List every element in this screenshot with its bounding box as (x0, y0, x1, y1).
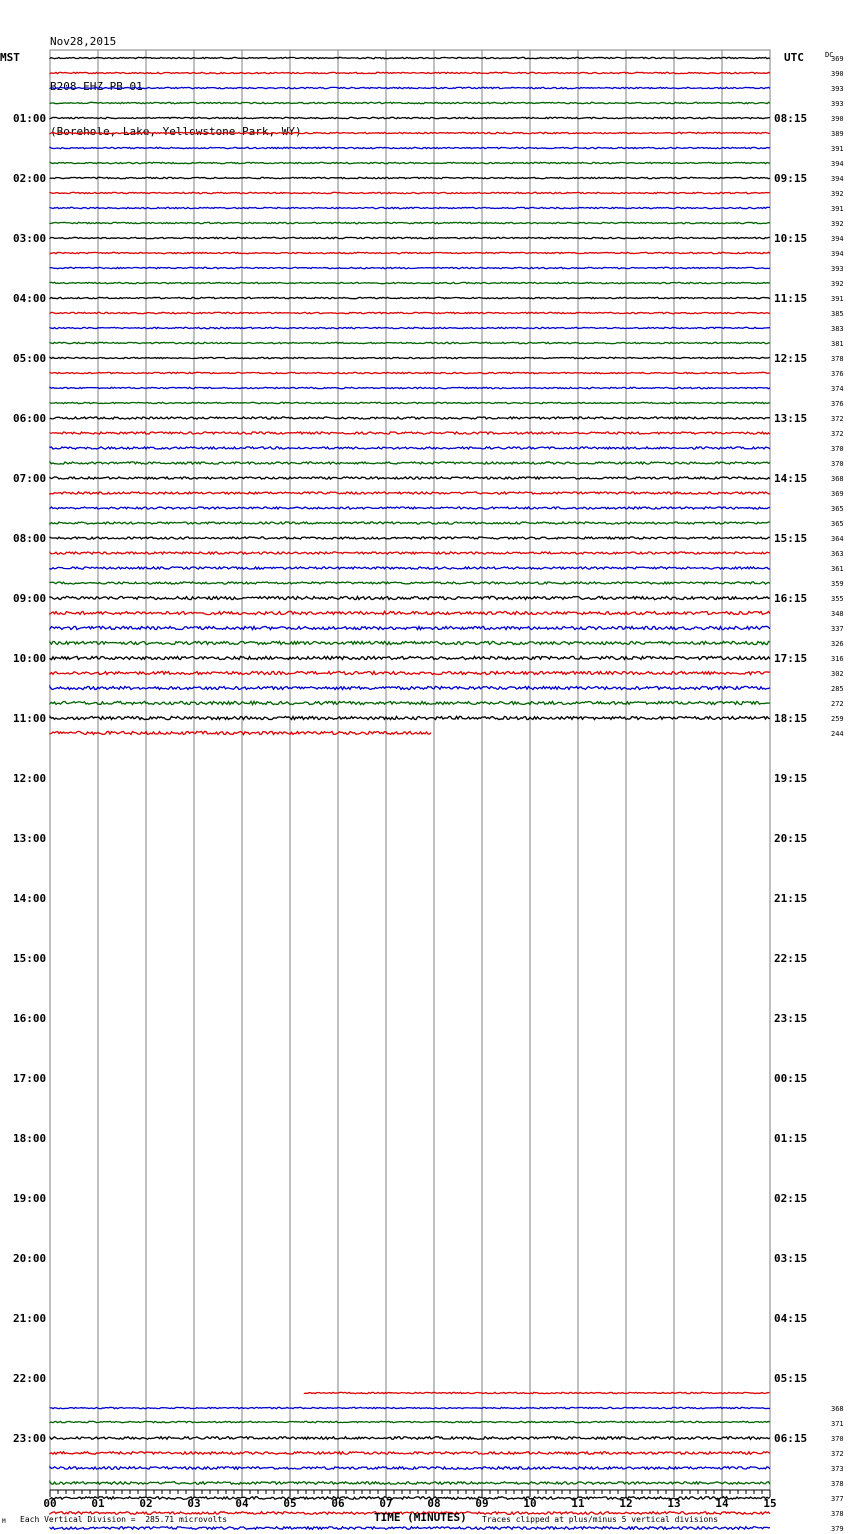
x-tick-label: 06 (331, 1497, 345, 1510)
dc-offset-label: 378 (831, 1480, 844, 1488)
x-tick-label: 02 (139, 1497, 153, 1510)
dc-offset-label: 368 (831, 1405, 844, 1413)
left-hour-label: 10:00 (13, 652, 47, 665)
seismic-trace (50, 686, 770, 689)
dc-offset-label: 374 (831, 385, 844, 393)
seismic-traces (50, 57, 770, 1534)
right-hour-label: 04:15 (774, 1312, 808, 1325)
left-hour-label: 19:00 (13, 1192, 47, 1205)
seismic-trace (50, 1467, 770, 1470)
seismic-trace (50, 372, 770, 373)
dc-offset-label: 394 (831, 160, 844, 168)
seismic-trace (50, 567, 770, 569)
dc-offset-label: 370 (831, 445, 844, 453)
right-hour-label: 10:15 (774, 232, 808, 245)
right-hour-label: 13:15 (774, 412, 808, 425)
left-hour-label: 09:00 (13, 592, 47, 605)
left-hour-label: 14:00 (13, 892, 47, 905)
seismic-trace (50, 731, 431, 734)
x-tick-label: 07 (379, 1497, 393, 1510)
dc-column-label: DC (825, 51, 834, 59)
dc-offset-label: 368 (831, 475, 844, 483)
dc-offset-label: 369 (831, 55, 844, 63)
left-hour-label: 07:00 (13, 472, 47, 485)
right-hour-label: 22:15 (774, 952, 808, 965)
dc-offset-label: 379 (831, 1525, 844, 1533)
seismic-trace (304, 1392, 769, 1393)
dc-offset-label: 372 (831, 415, 844, 423)
x-tick-label: 13 (667, 1497, 681, 1510)
x-axis-title: TIME (MINUTES) (374, 1511, 467, 1524)
dc-offset-label: 385 (831, 310, 844, 318)
seismic-trace (50, 507, 770, 509)
seismic-trace (50, 117, 770, 118)
right-hour-label: 18:15 (774, 712, 808, 725)
seismic-trace (50, 297, 770, 298)
left-hour-label: 01:00 (13, 112, 47, 125)
right-hour-label: 00:15 (774, 1072, 808, 1085)
right-hour-label: 21:15 (774, 892, 808, 905)
right-hour-label: 20:15 (774, 832, 808, 845)
x-tick-label: 00 (43, 1497, 57, 1510)
dc-offset-label: 392 (831, 220, 844, 228)
dc-offset-label: 370 (831, 1435, 844, 1443)
seismic-trace (50, 1437, 770, 1440)
dc-offset-label: 376 (831, 400, 844, 408)
dc-offset-label: 369 (831, 490, 844, 498)
left-hour-label: 04:00 (13, 292, 47, 305)
dc-offset-label: 285 (831, 685, 844, 693)
dc-offset-label: 244 (831, 730, 844, 738)
dc-offset-label: 371 (831, 1420, 844, 1428)
left-hour-label: 15:00 (13, 952, 47, 965)
seismic-trace (50, 102, 770, 103)
left-timezone-label: MST (0, 51, 20, 64)
dc-offset-label: 390 (831, 70, 844, 78)
dc-offset-label: 391 (831, 295, 844, 303)
seismic-trace (50, 462, 770, 464)
left-hour-label: 20:00 (13, 1252, 47, 1265)
seismic-trace (50, 1527, 770, 1530)
header-date: Nov28,2015 (50, 35, 117, 48)
seismic-trace (50, 147, 770, 148)
seismic-trace (50, 72, 770, 73)
dc-offset-label: 394 (831, 235, 844, 243)
right-hour-label: 17:15 (774, 652, 808, 665)
right-timezone-label: UTC (784, 51, 804, 64)
seismic-trace (50, 207, 770, 208)
seismic-trace (50, 282, 770, 283)
plot-frame (50, 50, 770, 1490)
seismic-trace (50, 1482, 770, 1485)
x-tick-label: 09 (475, 1497, 489, 1510)
seismic-trace (50, 417, 770, 419)
right-hour-label: 16:15 (774, 592, 808, 605)
dc-offset-label: 365 (831, 520, 844, 528)
seismic-trace (50, 237, 770, 238)
seismic-trace (50, 582, 770, 584)
x-tick-label: 04 (235, 1497, 249, 1510)
left-hour-label: 13:00 (13, 832, 47, 845)
seismic-trace (50, 357, 770, 358)
dc-offset-label: 394 (831, 250, 844, 258)
dc-offset-label: 359 (831, 580, 844, 588)
left-hour-label: 08:00 (13, 532, 47, 545)
dc-offset-label: 372 (831, 430, 844, 438)
right-hour-label: 01:15 (774, 1132, 808, 1145)
dc-offset-label: 361 (831, 565, 844, 573)
dc-offset-label: 302 (831, 670, 844, 678)
seismic-trace (50, 641, 770, 644)
x-tick-label: 12 (619, 1497, 633, 1510)
seismic-trace (50, 522, 770, 524)
seismic-trace (50, 387, 770, 388)
dc-offset-label: 363 (831, 550, 844, 558)
seismic-trace (50, 537, 770, 539)
seismic-trace (50, 177, 770, 178)
seismic-trace (50, 402, 770, 403)
dc-offset-label: 316 (831, 655, 844, 663)
x-tick-label: 10 (523, 1497, 537, 1510)
left-hour-label: 16:00 (13, 1012, 47, 1025)
dc-offset-label: 377 (831, 1495, 844, 1503)
scale-note: Each Vertical Division = 285.71 microvolts (20, 1515, 228, 1524)
seismic-trace (50, 552, 770, 554)
right-hour-label: 23:15 (774, 1012, 808, 1025)
seismic-trace (50, 192, 770, 193)
seismic-trace (50, 671, 770, 674)
seismic-trace (50, 267, 770, 268)
dc-offset-label: 364 (831, 535, 844, 543)
dc-offset-label: 337 (831, 625, 844, 633)
seismic-trace (50, 611, 770, 614)
right-hour-label: 06:15 (774, 1432, 808, 1445)
left-hour-label: 11:00 (13, 712, 47, 725)
left-hour-label: 02:00 (13, 172, 47, 185)
dc-offset-label: 376 (831, 370, 844, 378)
seismic-trace (50, 57, 770, 58)
seismic-trace (50, 477, 770, 479)
left-hour-label: 22:00 (13, 1372, 47, 1385)
seismic-trace (50, 132, 770, 133)
dc-offset-label: 391 (831, 205, 844, 213)
dc-offset-label: 381 (831, 340, 844, 348)
header-location: (Borehole, Lake, Yellowstone Park, WY) (50, 125, 302, 138)
right-hour-label: 02:15 (774, 1192, 808, 1205)
dc-offset-label: 378 (831, 355, 844, 363)
right-hour-label: 15:15 (774, 532, 808, 545)
clip-note: Traces clipped at plus/minus 5 vertical divisions (482, 1515, 719, 1524)
dc-offset-label: 393 (831, 85, 844, 93)
left-hour-label: 23:00 (13, 1432, 47, 1445)
header-station: B208 EHZ PB 01 (50, 80, 143, 93)
dc-offset-label: 392 (831, 190, 844, 198)
left-hour-label: 03:00 (13, 232, 47, 245)
dc-offset-label: 373 (831, 1465, 844, 1473)
seismic-trace (50, 1497, 770, 1500)
dc-offset-label: 326 (831, 640, 844, 648)
seismic-trace (50, 342, 770, 343)
x-tick-label: 14 (715, 1497, 729, 1510)
dc-offset-label: 390 (831, 115, 844, 123)
x-tick-label: 05 (283, 1497, 297, 1510)
dc-offset-label: 391 (831, 145, 844, 153)
left-hour-label: 21:00 (13, 1312, 47, 1325)
dc-offset-label: 378 (831, 1510, 844, 1518)
seismic-trace (50, 716, 770, 719)
seismic-trace (50, 327, 770, 328)
seismic-trace (50, 701, 770, 704)
x-tick-label: 15 (763, 1497, 777, 1510)
x-tick-label: 03 (187, 1497, 201, 1510)
seismic-trace (50, 492, 770, 494)
x-tick-label: 11 (571, 1497, 585, 1510)
right-hour-label: 08:15 (774, 112, 808, 125)
left-hour-label: 12:00 (13, 772, 47, 785)
left-hour-label: 05:00 (13, 352, 47, 365)
dc-offset-label: 370 (831, 460, 844, 468)
dc-offset-label: 383 (831, 325, 844, 333)
dc-offset-label: 389 (831, 130, 844, 138)
dc-offset-label: 355 (831, 595, 844, 603)
seismic-trace (50, 312, 770, 313)
x-tick-label: 01 (91, 1497, 105, 1510)
seismic-trace (50, 87, 770, 88)
left-hour-label: 17:00 (13, 1072, 47, 1085)
right-hour-label: 03:15 (774, 1252, 808, 1265)
seismic-trace (50, 626, 770, 629)
right-hour-label: 09:15 (774, 172, 808, 185)
dc-offset-label: 272 (831, 700, 844, 708)
dc-offset-label: 393 (831, 265, 844, 273)
dc-offset-label: 394 (831, 175, 844, 183)
right-hour-label: 14:15 (774, 472, 808, 485)
seismic-trace (50, 1421, 770, 1422)
right-hour-label: 19:15 (774, 772, 808, 785)
dc-offset-label: 393 (831, 100, 844, 108)
left-hour-label: 06:00 (13, 412, 47, 425)
dc-offset-label: 372 (831, 1450, 844, 1458)
right-hour-label: 12:15 (774, 352, 808, 365)
dc-offset-label: 392 (831, 280, 844, 288)
dc-offset-label: 259 (831, 715, 844, 723)
x-tick-label: 08 (427, 1497, 441, 1510)
seismic-trace (50, 1407, 770, 1408)
right-hour-label: 11:15 (774, 292, 808, 305)
seismic-trace (50, 432, 770, 434)
axis-labels (13, 55, 844, 1534)
seismic-trace (50, 222, 770, 223)
seismic-trace (50, 656, 770, 659)
seismic-trace (50, 252, 770, 253)
dc-offset-label: 348 (831, 610, 844, 618)
left-hour-label: 18:00 (13, 1132, 47, 1145)
seismic-trace (50, 447, 770, 449)
dc-offset-label: 365 (831, 505, 844, 513)
right-hour-label: 05:15 (774, 1372, 808, 1385)
seismic-trace (50, 1452, 770, 1455)
seismic-trace (50, 162, 770, 163)
logo-mark: M (2, 1518, 6, 1525)
seismic-trace (50, 596, 770, 599)
